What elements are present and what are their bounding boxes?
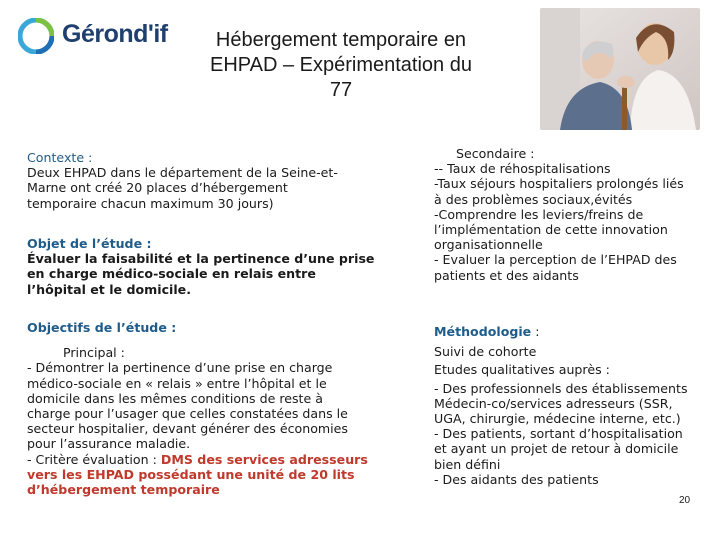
caregiver-photo bbox=[540, 8, 700, 130]
objet-line: Évaluer la faisabilité et la pertinence d’une prise bbox=[27, 251, 375, 267]
critere-line: vers les EHPAD possédant une unité de 20 lits bbox=[27, 466, 355, 482]
secondaire-line: -- Taux de réhospitalisations bbox=[434, 161, 611, 177]
title-line: EHPAD – Expérimentation du bbox=[210, 54, 472, 76]
methodologie-line: Etudes qualitatives auprès : bbox=[434, 362, 610, 378]
contexte-heading: Contexte : bbox=[27, 150, 93, 165]
methodologie-line: Médecin-co/services adresseurs (SSR, bbox=[434, 395, 673, 411]
objectifs-heading: Objectifs de l’étude : bbox=[27, 320, 177, 335]
principal-heading: Principal : bbox=[63, 345, 125, 361]
critere-prefix: - Critère évaluation : bbox=[27, 451, 161, 467]
methodologie-line: UGA, chirurgie, médecine interne, etc.) bbox=[434, 411, 681, 427]
methodologie-heading: Méthodologie bbox=[434, 324, 532, 339]
methodologie-line: Suivi de cohorte bbox=[434, 344, 537, 360]
objet-heading: Objet de l’étude : bbox=[27, 236, 152, 251]
secondaire-heading: Secondaire : bbox=[456, 146, 535, 161]
secondaire-line: organisationnelle bbox=[434, 237, 543, 253]
gerondif-logo-icon bbox=[18, 18, 54, 54]
logo-text: Gérond'if bbox=[62, 20, 168, 48]
critere-line bbox=[27, 452, 375, 467]
methodologie-heading-row bbox=[434, 324, 710, 339]
title-line: 77 bbox=[329, 79, 353, 101]
methodologie-line: - Des patients, sortant d’hospitalisation bbox=[434, 426, 683, 442]
secondaire-line: à des problèmes sociaux,évités bbox=[434, 191, 633, 207]
gerondif-logo bbox=[18, 16, 198, 54]
secondaire-line: -Taux séjours hospitaliers prolongés liés bbox=[434, 176, 684, 192]
methodologie-line: et ayant un projet de retour à domicile bbox=[434, 441, 679, 457]
principal-line: - Démontrer la pertinence d’une prise en charge bbox=[27, 360, 333, 376]
caregiver-photo-image bbox=[540, 8, 700, 130]
principal-line: médico-sociale en « relais » entre l’hôpital et le bbox=[27, 375, 327, 391]
principal-line: domicile dans les mêmes conditions de reste à bbox=[27, 390, 323, 406]
contexte-line: Deux EHPAD dans le département de la Seine-et- bbox=[27, 165, 338, 181]
secondaire-line: patients et des aidants bbox=[434, 267, 579, 283]
methodologie-section bbox=[434, 324, 710, 487]
contexte-line: temporaire chacun maximum 30 jours) bbox=[27, 195, 274, 211]
principal-line: pour l’assurance maladie. bbox=[27, 436, 191, 452]
principal-line: secteur hospitalier, devant générer des économies bbox=[27, 421, 348, 437]
slide-title bbox=[176, 28, 506, 103]
title-line: Hébergement temporaire en bbox=[215, 29, 467, 51]
objet-section bbox=[27, 236, 375, 297]
objet-line: l’hôpital et le domicile. bbox=[27, 281, 191, 297]
contexte-section bbox=[27, 150, 375, 211]
methodologie-line: - Des professionnels des établissements bbox=[434, 380, 688, 396]
principal-line: charge pour l’usager que celles constatées dans le bbox=[27, 406, 348, 422]
critere-line: d’hébergement temporaire bbox=[27, 482, 220, 498]
secondaire-line: l’implémentation de cette innovation bbox=[434, 222, 668, 238]
methodologie-line: bien défini bbox=[434, 456, 501, 472]
methodologie-line: - Des aidants des patients bbox=[434, 471, 599, 487]
secondaire-line: - Evaluer la perception de l’EHPAD des bbox=[434, 252, 677, 268]
secondaire-section bbox=[434, 146, 710, 283]
objectifs-section bbox=[27, 320, 375, 497]
page-number: 20 bbox=[679, 495, 691, 506]
critere-value: DMS des services adresseurs bbox=[160, 451, 368, 467]
secondaire-line: -Comprendre les leviers/freins de bbox=[434, 206, 644, 222]
contexte-line: Marne ont créé 20 places d’hébergement bbox=[27, 180, 288, 196]
objet-line: en charge médico-sociale en relais entre bbox=[27, 266, 316, 282]
methodologie-colon: : bbox=[531, 324, 540, 339]
